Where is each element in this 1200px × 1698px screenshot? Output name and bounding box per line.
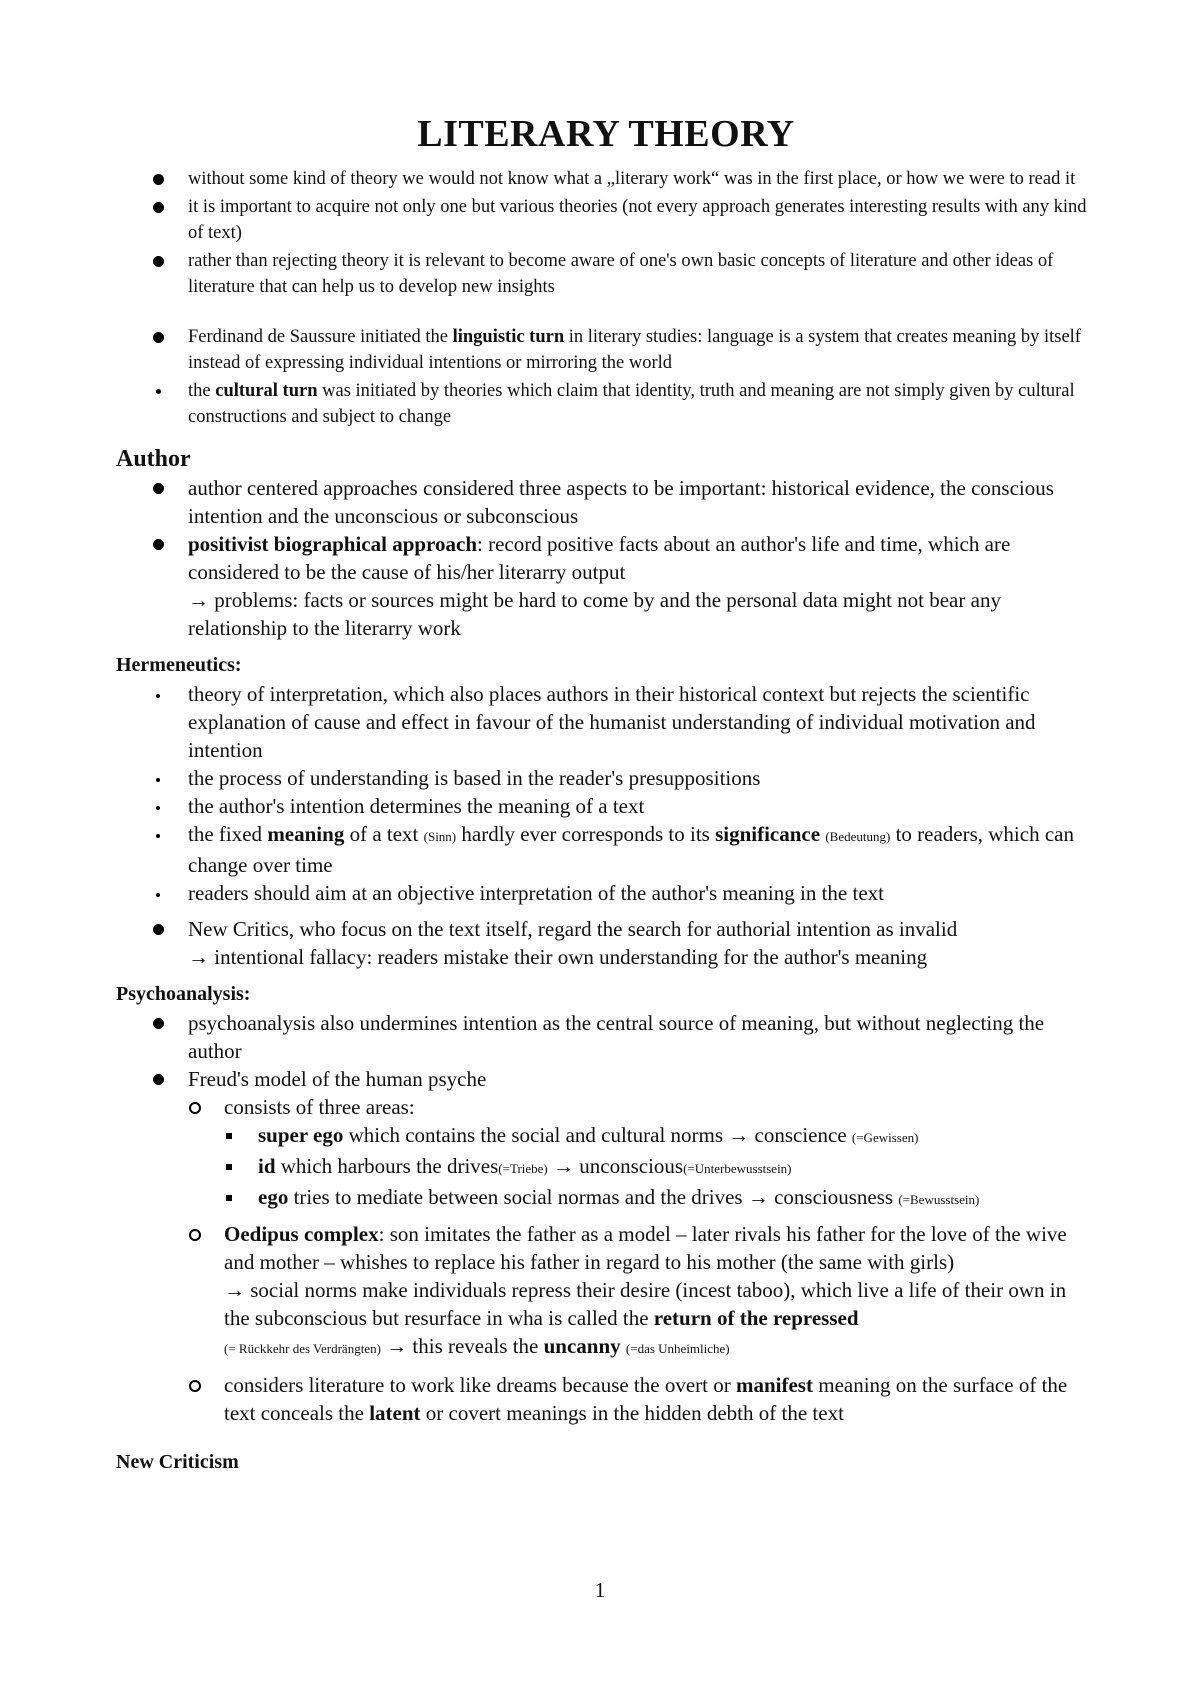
bullet-icon: [153, 483, 164, 494]
author-list: [116, 474, 1096, 642]
sub-sub-list: [224, 1121, 1096, 1214]
document-page: [116, 112, 1096, 1477]
bullet-icon: [153, 1074, 164, 1085]
new-critics-list: [116, 915, 1096, 971]
bullet-icon: [156, 806, 160, 810]
circle-bullet-icon: [189, 1229, 201, 1241]
section-heading-author: Author: [116, 446, 191, 472]
section-heading-new-criticism: New Criticism: [116, 1451, 239, 1473]
list-item: Freud's model of the human psyche consists of three areas: super ego which contains the social and cultural norms → conscience (=Gewissen) id which harbours the drives(=Triebe) → unconscious(=Unterbewusstsein) ego tries to mediate between social normas and the drives → consciousness (=Bewusstsein) Oedipus complex: son imitates the father as a model – later rivals his father for the love of the wive and mother – whishes to replace his father in regard to his mother (the same with girls) → social norms make individuals repress their desire (incest taboo), which live a life of their own in the subconscious but resurface in wha is called the return of the repressed (= Rückkehr des Verdrängten) → this reveals the uncanny (=das Unheimliche) considers literature to work like dreams because the overt or manifest meaning on the surface of the text conceals the latent or covert meanings in the hidden debth of the text: [116, 1065, 1096, 1427]
hermeneutics-list: [116, 680, 1096, 907]
list-item: rather than rejecting theory it is relevant to become aware of one's own basic concepts of literature and other ideas of literature that can help us to develop new insights: [116, 248, 1096, 300]
list-item: it is important to acquire not only one but various theories (not every approach generates interesting results with any kind of text): [116, 194, 1096, 246]
intro-list: [116, 166, 1096, 300]
list-item: considers literature to work like dreams because the overt or manifest meaning on the surface of the text conceals the latent or covert meanings in the hidden debth of the text: [188, 1371, 1096, 1427]
sub-list: [188, 1093, 1096, 1427]
list-item: Ferdinand de Saussure initiated the linguistic turn in literary studies: language is a system that creates meaning by itself instead of expressing individual intentions or mirroring the world: [116, 324, 1096, 376]
circle-bullet-icon: [189, 1102, 201, 1114]
list-item: author centered approaches considered three aspects to be important: historical evidence, the conscious intention and the unconscious or subconscious: [116, 474, 1096, 530]
bullet-icon: [153, 1018, 164, 1029]
list-item: without some kind of theory we would not know what a „literary work“ was in the first place, or how we were to read it: [116, 166, 1096, 192]
bullet-icon: [153, 924, 164, 935]
page-title: LITERARY THEORY: [417, 113, 795, 155]
circle-bullet-icon: [189, 1380, 201, 1392]
list-item: consists of three areas: super ego which contains the social and cultural norms → conscience (=Gewissen) id which harbours the drives(=Triebe) → unconscious(=Unterbewusstsein) ego tries to mediate between social normas and the drives → consciousness (=Bewusstsein): [188, 1093, 1096, 1214]
section-heading-psychoanalysis: Psychoanalysis:: [116, 983, 251, 1005]
bullet-icon: [153, 202, 164, 213]
bullet-icon: [156, 834, 160, 838]
square-bullet-icon: [226, 1164, 232, 1170]
list-item: psychoanalysis also undermines intention as the central source of meaning, but without neglecting the author: [116, 1009, 1096, 1065]
list-item: the fixed meaning of a text (Sinn) hardly ever corresponds to its significance (Bedeutung) to readers, which can change over time: [116, 820, 1096, 879]
list-item: the process of understanding is based in the reader's presuppositions: [116, 764, 1096, 792]
list-item: New Critics, who focus on the text itself, regard the search for authorial intention as invalid → intentional fallacy: readers mistake their own understanding for the author's meaning: [116, 915, 1096, 971]
list-item: id which harbours the drives(=Triebe) → unconscious(=Unterbewusstsein): [224, 1152, 1096, 1183]
list-item: super ego which contains the social and cultural norms → conscience (=Gewissen): [224, 1121, 1096, 1152]
square-bullet-icon: [226, 1133, 232, 1139]
list-item: positivist biographical approach: record positive facts about an author's life and time, which are considered to be the cause of his/her literarry output → problems: facts or sources might be hard to come by and the personal data might not bear any relationship to the literarry work: [116, 530, 1096, 642]
bullet-icon: [153, 256, 164, 267]
list-item: the author's intention determines the meaning of a text: [116, 792, 1096, 820]
bullet-icon: [156, 389, 161, 394]
psychoanalysis-list: [116, 1009, 1096, 1427]
bullet-icon: [156, 778, 160, 782]
bullet-icon: [156, 694, 160, 698]
bullet-icon: [153, 332, 164, 343]
bullet-icon: [156, 893, 160, 897]
list-item: ego tries to mediate between social normas and the drives → consciousness (=Bewusstsein): [224, 1183, 1096, 1214]
bullet-icon: [153, 174, 164, 185]
list-item: the cultural turn was initiated by theories which claim that identity, truth and meaning are not simply given by cultural constructions and subject to change: [116, 378, 1096, 430]
square-bullet-icon: [226, 1195, 232, 1201]
list-item: readers should aim at an objective interpretation of the author's meaning in the text: [116, 879, 1096, 907]
section-heading-hermeneutics: Hermeneutics:: [116, 654, 242, 676]
page-number: 1: [594, 1578, 606, 1602]
list-item: Oedipus complex: son imitates the father as a model – later rivals his father for the love of the wive and mother – whishes to replace his father in regard to his mother (the same with girls) → social norms make individuals repress their desire (incest taboo), which live a life of their own in the subconscious but resurface in wha is called the return of the repressed (= Rückkehr des Verdrängten) → this reveals the uncanny (=das Unheimliche): [188, 1220, 1096, 1363]
bullet-icon: [153, 539, 164, 550]
list-item: theory of interpretation, which also places authors in their historical context but rejects the scientific explanation of cause and effect in favour of the humanist understanding of individual motivation and intention: [116, 680, 1096, 764]
turns-list: [116, 324, 1096, 430]
